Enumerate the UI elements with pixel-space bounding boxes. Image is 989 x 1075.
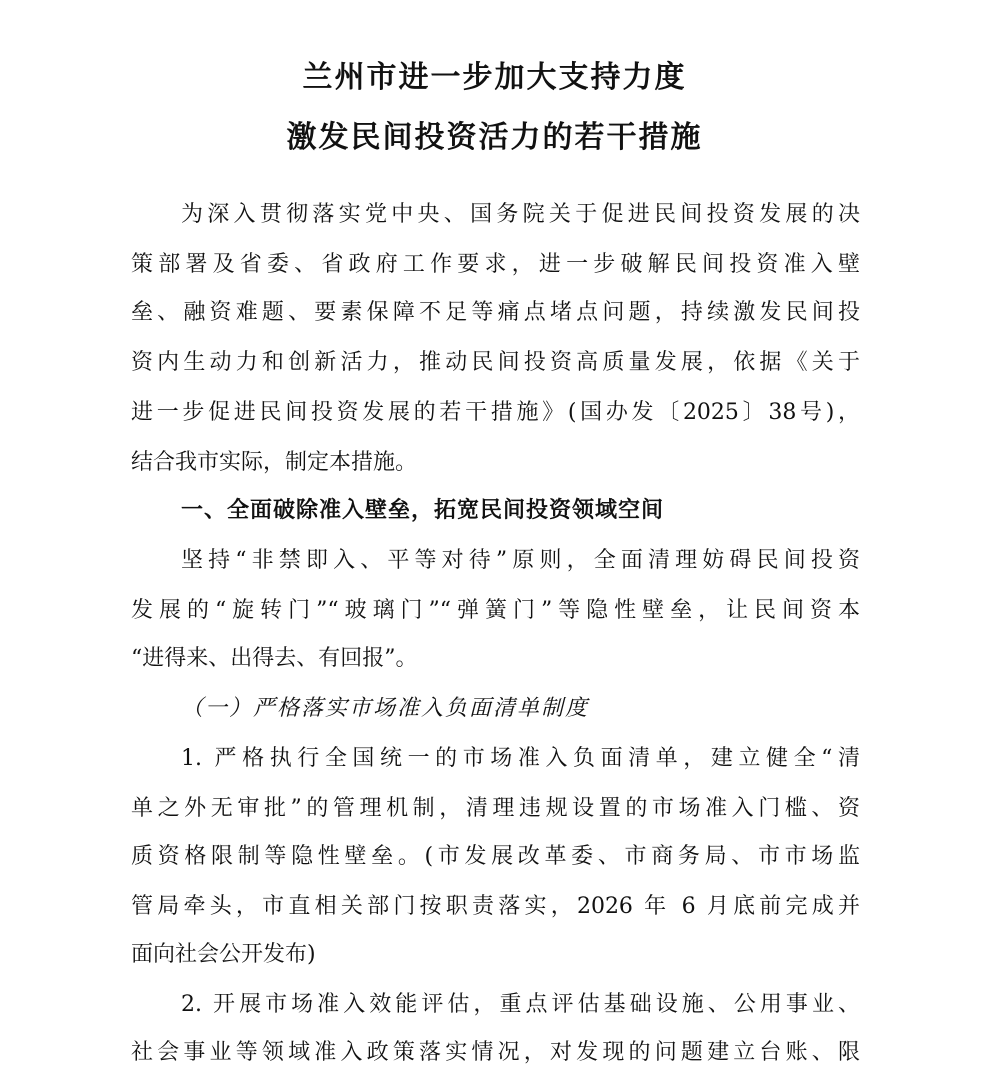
item-1-line: 面向社会公开发布) — [131, 942, 316, 967]
document-title-line-2: 激发民间投资活力的若干措施 — [286, 120, 703, 155]
section-intro-line: 发展的“旋转门”“玻璃门”“弹簧门”等隐性壁垒，让民间资本 — [131, 598, 860, 623]
item-1-line: 1. 严格执行全国统一的市场准入负面清单，建立健全“清 — [181, 746, 860, 771]
section-intro-line: 坚持“非禁即入、平等对待”原则，全面清理妨碍民间投资 — [181, 548, 860, 573]
item-1-line: 管局牵头，市直相关部门按职责落实，2026 年 6 月底前完成并 — [131, 894, 860, 919]
preamble-line: 为深入贯彻落实党中央、国务院关于促进民间投资发展的决 — [181, 202, 860, 227]
item-2-line: 社会事业等领域准入政策落实情况，对发现的问题建立台账、限 — [131, 1040, 860, 1065]
section-intro-line: “进得来、出得去、有回报”。 — [131, 646, 418, 671]
preamble-line: 垒、融资难题、要素保障不足等痛点堵点问题，持续激发民间投 — [131, 300, 860, 325]
preamble-line: 资内生动力和创新活力，推动民间投资高质量发展，依据《关于 — [131, 350, 860, 375]
section-heading: 一、全面破除准入壁垒，拓宽民间投资领域空间 — [181, 498, 665, 523]
item-1-line: 单之外无审批”的管理机制，清理违规设置的市场准入门槛、资 — [131, 796, 860, 821]
item-2-line: 2. 开展市场准入效能评估，重点评估基础设施、公用事业、 — [181, 992, 860, 1017]
item-1-line: 质资格限制等隐性壁垒。(市发展改革委、市商务局、市市场监 — [131, 844, 860, 869]
preamble-line: 策部署及省委、省政府工作要求，进一步破解民间投资准入壁 — [131, 252, 860, 277]
preamble-line: 结合我市实际，制定本措施。 — [131, 450, 418, 475]
subsection-heading: （一）严格落实市场准入负面清单制度 — [181, 696, 590, 721]
preamble-line: 进一步促进民间投资发展的若干措施》(国办发〔2025〕38号)， — [131, 400, 860, 425]
document-title-line-1: 兰州市进一步加大支持力度 — [302, 60, 687, 95]
